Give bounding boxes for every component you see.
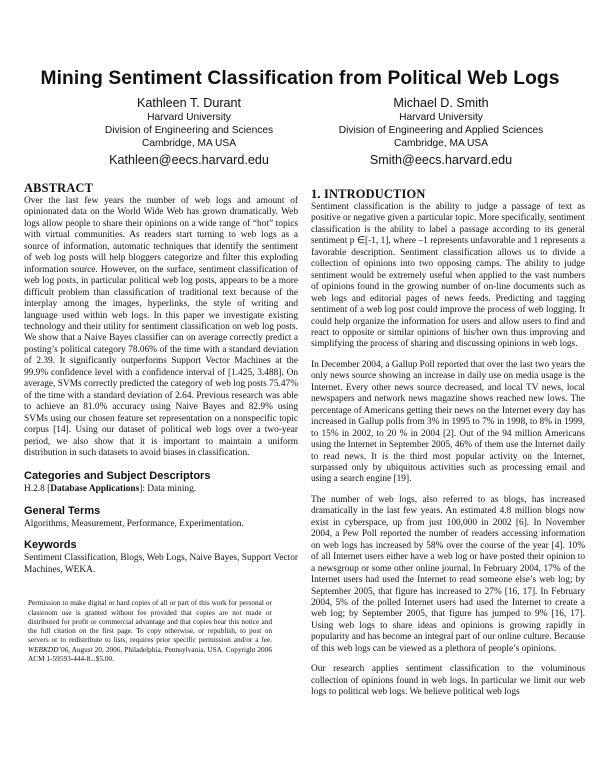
author-institution: Harvard University bbox=[399, 112, 483, 123]
categories-code: H.2.8 [ bbox=[24, 484, 51, 495]
author-email: Smith@eecs.harvard.edu bbox=[369, 153, 513, 167]
author-location: Cambridge, MA USA bbox=[142, 138, 236, 149]
author-division: Division of Engineering and Applied Sciences bbox=[338, 125, 544, 136]
intro-paragraph: The number of web logs, also referred to as blogs, has increased dramatically in the last few years. An estimated 4.8 million blogs now exist in cyberspace, up from just 100,000 in 2002 [6]. In November 2004, a Pew Poll reported the number of readers accessing information on web logs has increased by 58% over the course of the year [4]. 10% of all Internet users either have a web log or have posted their opinion to a newsgroup or some other online journal. In February 2004, 17% of the Internet users had used the Internet to read someone else’s web log; by September 2005, that figure has increased to 27% [16, 17]. In February 2004, 5% of the polled Internet users had used the Internet to create a web log; by September 2005, that figure has jumped to 9% [16, 17]. Using web logs to share ideas and opinions is growing rapidly in popularity and has become an integral part of our online culture. Because of this web logs can be viewed as a plethora of people’s opinions. bbox=[311, 494, 585, 654]
intro-paragraph: Sentiment classification is the ability to judge a passage of text as positive or negative given a particular topic. More specifically, sentiment classification is the ability to label a passage according to its general sentiment p ∈[-1, 1], where –1 represents unfavorable and 1 represents a favorable description. Sentiment classification allows us to divide a collection of opinions into two opposing camps. The ability to judge sentiment would be extremely useful when applied to the vast numbers of opinions found in the growing number of on-line documents such as web logs and editorial pages of news feeds. Predicting and tagging sentiment of a web log post could improve the process of web logging. It could help organize the information for users and allow users to find and react to opposite or similar opinions of his/her own thus improving and simplifying the process of sharing and discussing opinions in web logs. bbox=[311, 202, 585, 350]
left-column bbox=[24, 181, 298, 663]
categories-text bbox=[24, 484, 298, 495]
permission-copyright: Copyright 2006 ACM 1-59593-444-8...$5.00. bbox=[28, 644, 273, 664]
keywords-text: Sentiment Classification, Blogs, Web Logs, Naive Bayes, Support Vector Machines, WEKA. bbox=[24, 553, 298, 575]
author-email: Kathleen@eecs.harvard.edu bbox=[109, 153, 269, 167]
author-block-1 bbox=[84, 96, 294, 168]
permission-date: August 20, 2006, Philadelphia, Pennsylvania, USA. bbox=[71, 644, 224, 654]
general-terms-heading: General Terms bbox=[24, 504, 101, 517]
keywords-heading: Keywords bbox=[24, 539, 77, 552]
right-column bbox=[311, 187, 585, 699]
permission-notice bbox=[28, 598, 272, 663]
abstract-text: Over the last few years the number of web logs and amount of opinionated data on the World Wide Web has grown dramatically. Web logs allow people to share their opinions on a wide range of “hot” topics with virtual communities. As readers start turning to web logs as a source of information, automatic techniques that identify the sentiment of web log posts will help bloggers categorize and filter this exploding information source. However, on the surface, sentiment classification of web log posts, in particular political web log posts, appears to be a more difficult problem than classification of traditional text because of the interplay among the images, hyperlinks, the style of writing and language used within web logs. In this paper we investigate existing technology and their utility for sentiment classification on web log posts. We show that a Naive Bayes classifier can on average correctly predict a posting’s political category 78.06% of the time with a standard deviation of 2.39. It significantly outperforms Support Vector Machines at the 99.9% confidence level with a confidence interval of [1.425, 3.488]. On average, SVMs correctly predicted the category of web log posts 75.47% of the time with a standard deviation of 2.64. Previous research was able to achieve an 81.0% accuracy using Naive Bayes and 82.9% using SVMs using our chosen feature set representation on a nonspecific topic corpus [14]. Using our dataset of political web logs over a two-year period, we also show that it is important to maintain a uniform distribution in such datasets to avoid biases in classification. bbox=[24, 196, 298, 458]
general-terms-text: Algorithms, Measurement, Performance, Experimentation. bbox=[24, 518, 244, 529]
author-location: Cambridge, MA USA bbox=[394, 138, 488, 149]
author-division: Division of Engineering and Sciences bbox=[104, 125, 274, 136]
author-institution: Harvard University bbox=[147, 112, 231, 123]
categories-heading: Categories and Subject Descriptors bbox=[24, 470, 211, 483]
intro-paragraph: In December 2004, a Gallup Poll reported that over the last two years the only news source showing an increase in daily use on media usage is the Internet. Every other news source decreased, and local TV news, local newspapers and network news magazine shows reached new lows. The percentage of Americans getting their news on the Internet every day has increased in Gallup polls from 3% in 1995 to 7% in 1998, to 8% in 1999, to 15% in 2002, to 20 % in 2004 [2]. Out of the 94 million Americans using the Internet in September 2005, 46% of them use the Internet daily to read news. It is the third most popular activity on the Internet, surpassed only by ubiquitous activities such as processing email and using a search engine [19]. bbox=[311, 359, 585, 485]
permission-venue: WEBKDD’06, bbox=[28, 644, 70, 654]
categories-bold: Database Applications bbox=[50, 484, 140, 495]
author-block-2 bbox=[316, 96, 566, 168]
permission-text: Permission to make digital or hard copies of all or part of this work for personal or classroom use is granted without fee provided that copies are not made or distributed for profit or commercial advantage and that copies bear this notice and the full citation on the first page. To copy otherwise, or republish, to post on servers or to redistribute to lists, requires prior specific permission and/or a fee. bbox=[28, 598, 272, 645]
author-name: Kathleen T. Durant bbox=[136, 96, 242, 110]
categories-rest: ]: Data mining. bbox=[139, 484, 197, 495]
paper-title: Mining Sentiment Classification from Political Web Logs bbox=[40, 68, 560, 89]
introduction-heading: 1. INTRODUCTION bbox=[311, 187, 426, 201]
author-name: Michael D. Smith bbox=[393, 96, 489, 110]
intro-paragraph: Our research applies sentiment classification to the voluminous collection of opinions found in web logs. In particular we limit our web logs to political web logs. We believe political web logs bbox=[311, 664, 585, 698]
abstract-heading: ABSTRACT bbox=[24, 181, 94, 195]
